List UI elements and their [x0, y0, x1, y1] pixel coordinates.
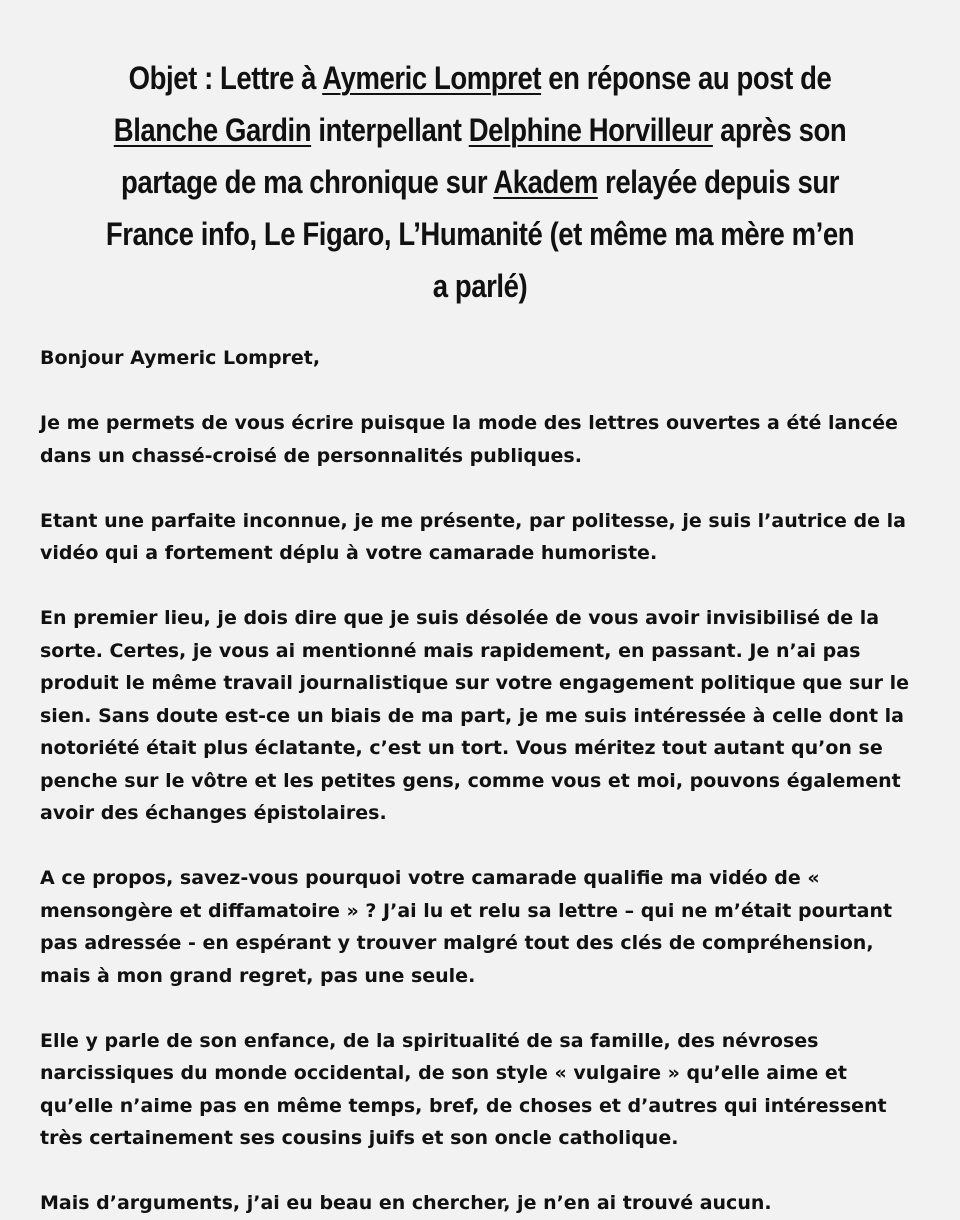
letter-body [40, 342, 920, 1220]
letter-greeting: Bonjour Aymeric Lompret, [40, 347, 321, 369]
title-text-part-3: interpellant [311, 112, 469, 148]
title-text-part-5: relayée depuis sur France info, Le Figaro, L’Humanité (et même ma mère m’en a parlé) [105, 164, 855, 304]
title-name-aymeric-lompret: Aymeric Lompret [322, 60, 542, 96]
title-text-part-4: après son partage de ma chronique sur [121, 112, 847, 200]
letter-paragraph: Elle y parle de son enfance, de la spiritualité de sa famille, des névroses narcissiques du monde occidental, de son style « vulgaire » qu’elle aime et qu’elle n’aime pas en même temps, bref, de choses et d’autres qui intéressent très certainement ses cousins juifs et son oncle catholique. [40, 1029, 887, 1149]
letter-paragraph: Je me permets de vous écrire puisque la mode des lettres ouvertes a été lancée dans un chassé-croisé de personnalités publiques. [40, 412, 898, 467]
title-name-akadem: Akadem [493, 164, 598, 200]
letter-paragraph: A ce propos, savez-vous pourquoi votre camarade qualifie ma vidéo de « mensongère et diffamatoire » ? J’ai lu et relu sa lettre – qui ne m’était pourtant pas adressée - en espérant y trouver malgré tout des clés de compréhension, mais à mon grand regret, pas une seule. [40, 867, 893, 987]
title-text-part-1: Objet : Lettre à [128, 60, 323, 96]
letter-paragraph: En premier lieu, je dois dire que je suis désolée de vous avoir invisibilisé de la sorte. Certes, je vous ai mentionné mais rapidement, en passant. Je n’ai pas produit le même travail journalistique sur votre engagement politique que sur le sien. Sans doute est-ce un biais de ma part, je me suis intéressée à celle dont la notoriété était plus éclatante, c’est un tort. Vous méritez tout autant qu’on se penche sur le vôtre et les petites gens, comme vous et moi, pouvons également avoir des échanges épistolaires. [40, 607, 910, 824]
letter-paragraph: Etant une parfaite inconnue, je me présente, par politesse, je suis l’autrice de la vidéo qui a fortement déplu à votre camarade humoriste. [40, 509, 906, 564]
title-name-blanche-gardin: Blanche Gardin [113, 112, 312, 148]
letter-paragraph: Mais d’arguments, j’ai eu beau en chercher, je n’en ai trouvé aucun. [40, 1192, 772, 1214]
title-text-part-2: en réponse au post de [541, 60, 832, 96]
title-name-delphine-horvilleur: Delphine Horvilleur [468, 112, 713, 148]
letter-subject-title [102, 52, 859, 312]
